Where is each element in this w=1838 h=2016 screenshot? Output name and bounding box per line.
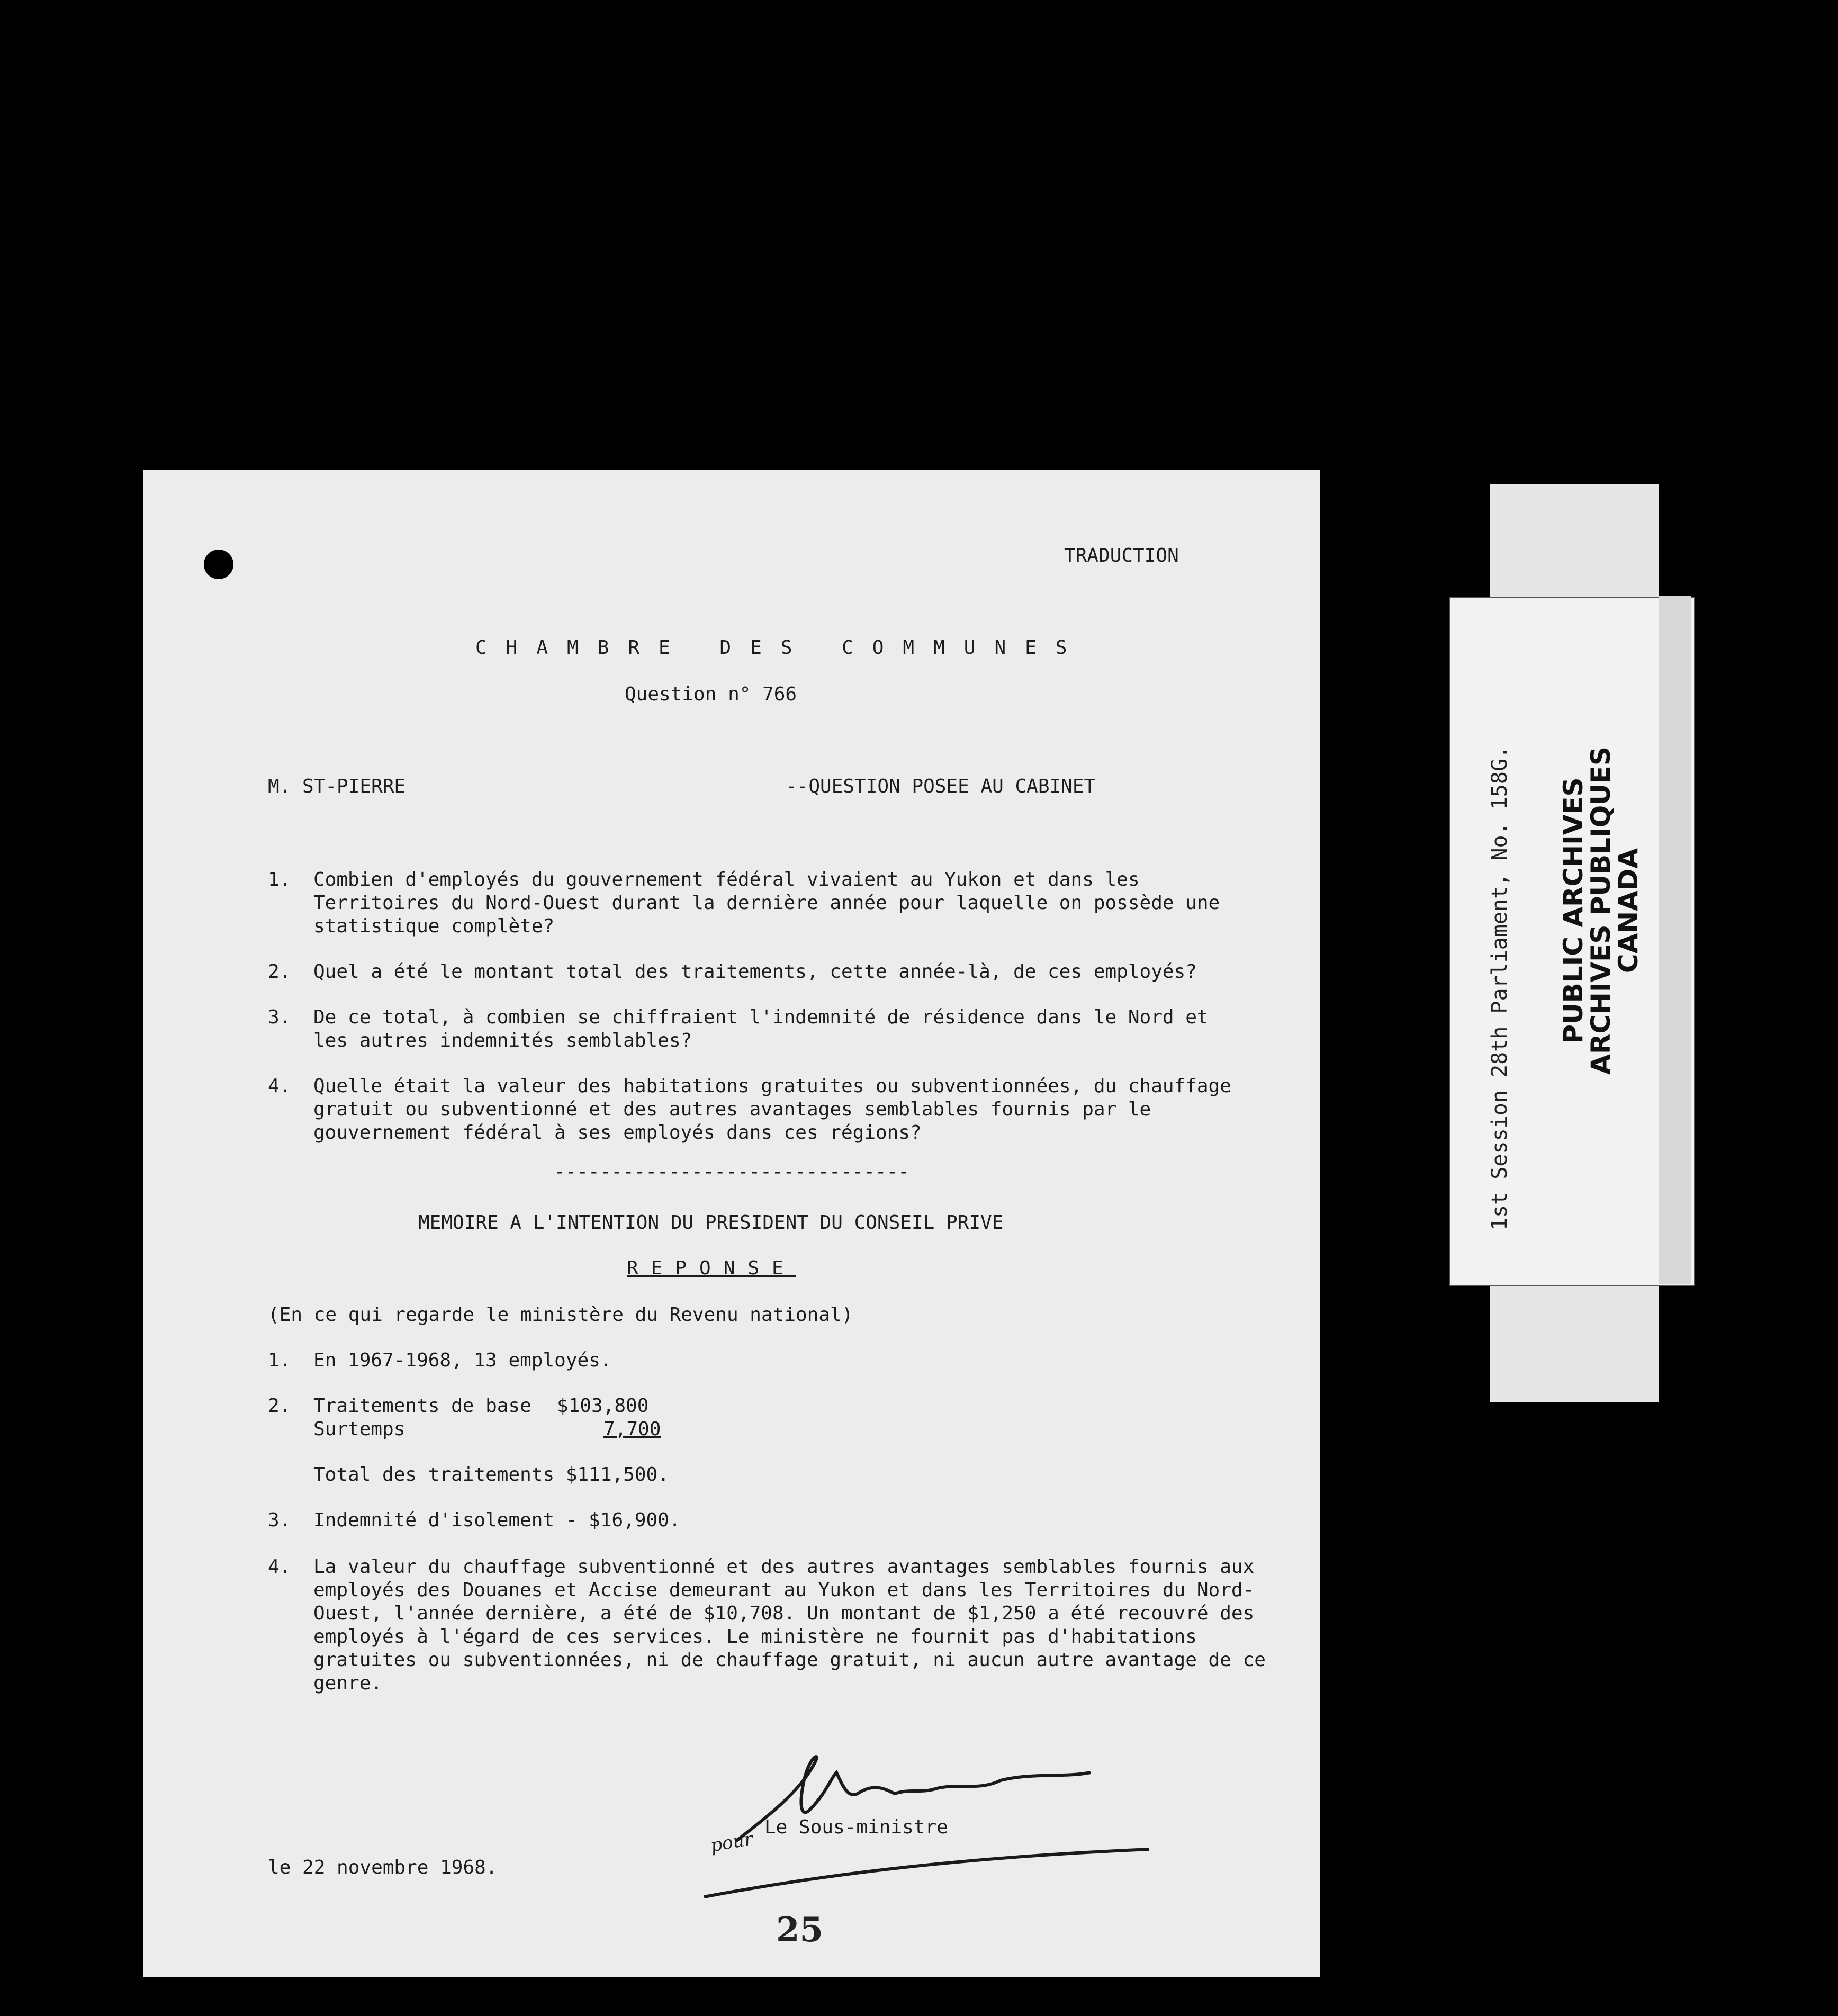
reponse-heading: REPONSE: [627, 1257, 796, 1279]
question-1-number: 1.: [268, 869, 291, 890]
signature-pour: pour: [709, 1828, 755, 1857]
question-1-text: Combien d'employés du gouvernement fédéral vivaient au Yukon et dans les Territoires du Nord-Ouest durant la dernière année pour laquelle on possède une statistique complète?: [313, 869, 1220, 937]
document-page: [143, 470, 1320, 1977]
signature-role: Le Sous-ministre: [764, 1816, 948, 1838]
overtime-value: 7,700: [603, 1418, 661, 1440]
answer-2-number: 2.: [268, 1395, 291, 1417]
page-number: 25: [776, 1910, 824, 1950]
house-title: CHAMBRE DES COMMUNES: [475, 637, 1086, 659]
separator-line: -------------------------------: [554, 1161, 909, 1183]
parliament-reference: 1st Session 28th Parliament, No. 158G.: [1488, 745, 1512, 1230]
punch-hole: [204, 550, 233, 579]
stamp-line-2: ARCHIVES PUBLIQUES: [1585, 746, 1616, 1075]
answer-4-number: 4.: [268, 1556, 291, 1578]
question-4-text: Quelle était la valeur des habitations gratuites ou subventionnées, du chauffage gratuit ou subventionné et des autres avantages semblables fournis par le gouvernement fédéral à ses employés dans ces régions?: [313, 1075, 1231, 1144]
stamp-line-3: CANADA: [1613, 848, 1644, 974]
total-salaries: Total des traitements $111,500.: [313, 1464, 669, 1486]
overtime-label: Surtemps: [313, 1418, 406, 1440]
question-subject: --QUESTION POSEE AU CABINET: [786, 776, 1096, 797]
stamp-line-1: PUBLIC ARCHIVES: [1558, 777, 1589, 1044]
translation-label: TRADUCTION: [1064, 545, 1179, 566]
question-3-text: De ce total, à combien se chiffraient l'indemnité de résidence dans le Nord et les autres indemnités semblables?: [313, 1006, 1209, 1051]
answer-3-text: Indemnité d'isolement - $16,900.: [313, 1509, 681, 1531]
memo-title: MEMOIRE A L'INTENTION DU PRESIDENT DU CONSEIL PRIVE: [418, 1212, 1004, 1234]
answer-1-text: En 1967-1968, 13 employés.: [313, 1349, 612, 1371]
question-3-number: 3.: [268, 1006, 291, 1028]
asker-name: M. ST-PIERRE: [268, 776, 406, 797]
question-4-number: 4.: [268, 1075, 291, 1097]
question-number: Question n° 766: [625, 683, 797, 705]
memo-scope: (En ce qui regarde le ministère du Revenu national): [268, 1304, 853, 1326]
document-date: le 22 novembre 1968.: [268, 1857, 498, 1878]
question-2-text: Quel a été le montant total des traitements, cette année-là, de ces employés?: [313, 961, 1197, 983]
answer-3-number: 3.: [268, 1509, 291, 1531]
archives-stamp: [1560, 725, 1642, 1096]
answer-1-number: 1.: [268, 1349, 291, 1371]
answer-4-text: La valeur du chauffage subventionné et des autres avantages semblables fournis aux employés des Douanes et Accise demeurant au Yukon et dans les Territoires du Nord-Ouest, l'année dernière, a été de $10,708. Un montant de $1,250 a été recouvré des employés à l'égard de ces services. Le ministère ne fournit pas d'habitations gratuites ou subventionnées, ni de chauffage gratuit, ni aucun autre avantage de ce genre.: [313, 1556, 1266, 1694]
archive-slip-tab: [1659, 596, 1691, 1284]
base-salary-value: $103,800: [557, 1395, 649, 1417]
base-salary-label: Traitements de base: [313, 1395, 531, 1417]
question-2-number: 2.: [268, 961, 291, 983]
archive-slip: [1449, 597, 1695, 1286]
